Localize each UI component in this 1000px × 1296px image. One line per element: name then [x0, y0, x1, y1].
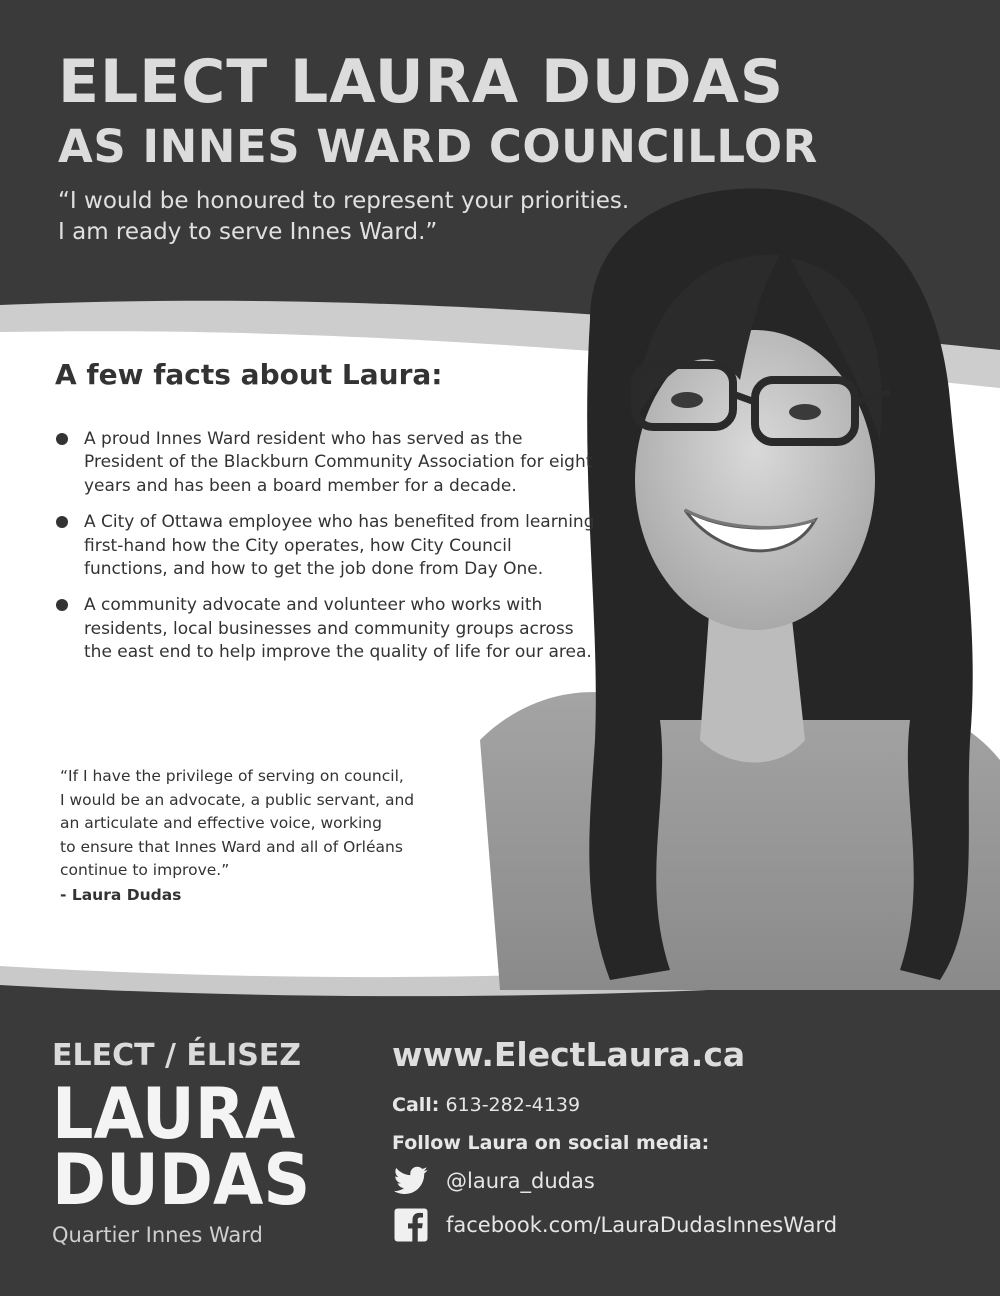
logo-elect: ELECT / ÉLISEZ: [52, 1038, 302, 1073]
website-link[interactable]: www.ElectLaura.ca: [392, 1035, 746, 1074]
twitter-bird-icon: [393, 1163, 429, 1199]
facebook-row[interactable]: [393, 1207, 837, 1243]
facts-list: [55, 428, 595, 678]
fact-item: [55, 428, 595, 498]
quote-line: an articulate and effective voice, working: [60, 814, 382, 832]
facts-heading: A few facts about Laura:: [55, 358, 443, 391]
quote-line: “If I have the privilege of serving on council,: [60, 767, 404, 785]
campaign-logo: [52, 1038, 330, 1247]
candidate-quote: [60, 765, 480, 907]
bullet-icon: [56, 599, 68, 611]
twitter-row[interactable]: [393, 1163, 595, 1199]
fact-text: A community advocate and volunteer who works with residents, local businesses and community groups across the east end to help improve the quality of life for our area.: [84, 595, 592, 663]
bullet-icon: [56, 516, 68, 528]
quote-line: I would be an advocate, a public servant, and: [60, 790, 415, 809]
fact-text: A proud Innes Ward resident who has served as the President of the Blackburn Community Association for eight years and has been a board member for a decade.: [84, 429, 593, 496]
facebook-url: facebook.com/LauraDudasInnesWard: [446, 1213, 838, 1237]
twitter-handle: @laura_dudas: [446, 1169, 595, 1193]
headline: [58, 47, 818, 173]
top-quote-line1: “I would be honoured to represent your priorities.: [58, 188, 630, 214]
fact-item: [55, 511, 595, 581]
facebook-f-icon: [393, 1207, 429, 1243]
phone-line: [392, 1094, 580, 1116]
follow-text: Follow Laura on social media:: [392, 1132, 710, 1154]
fact-text: A City of Ottawa employee who has benefited from learning first-hand how the City operates, how City Council functions, and how to get the job done from Day One.: [84, 512, 595, 580]
top-quote-line2: I am ready to serve Innes Ward.”: [58, 219, 438, 245]
contact-info: [392, 1035, 746, 1154]
headline-line2: AS INNES WARD COUNCILLOR: [58, 120, 818, 173]
fact-item: [55, 594, 595, 664]
logo-last-name: DUDAS: [52, 1139, 311, 1221]
phone-number[interactable]: 613-282-4139: [445, 1094, 581, 1116]
quote-line: to ensure that Innes Ward and all of Orléans: [60, 837, 403, 856]
logo-first-name: LAURA: [52, 1073, 296, 1155]
logo-ward: Quartier Innes Ward: [52, 1223, 263, 1247]
bullet-icon: [56, 433, 68, 445]
top-quote: [58, 186, 629, 248]
call-label: Call:: [392, 1094, 440, 1116]
quote-line: continue to improve.”: [60, 861, 230, 879]
quote-attribution: - Laura Dudas: [60, 885, 182, 904]
headline-line1: ELECT LAURA DUDAS: [58, 47, 785, 117]
